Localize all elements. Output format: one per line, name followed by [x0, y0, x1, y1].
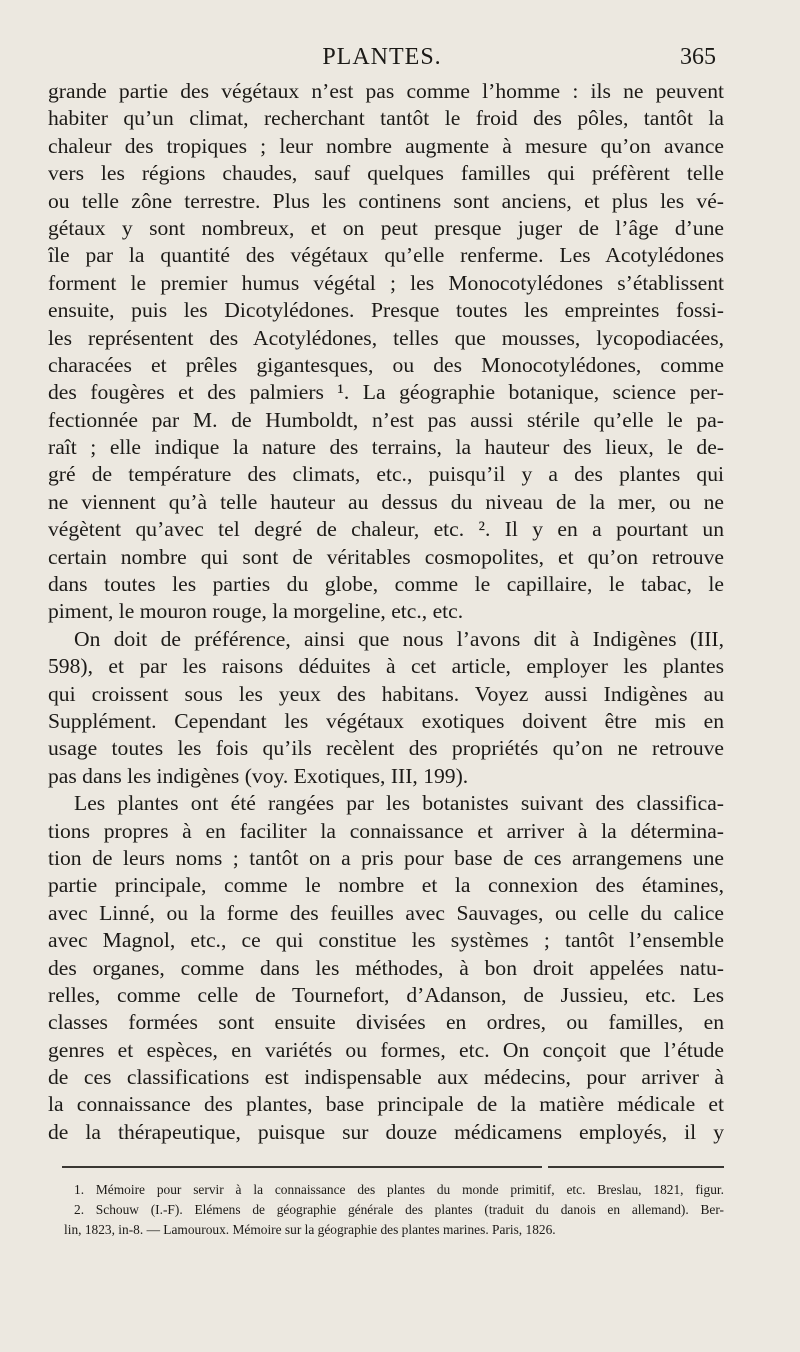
- text-line: On doit de préférence, ainsi que nous l’avons dit à Indigènes (III,: [74, 626, 724, 651]
- text-line: la connaissance des plantes, base principale de la matière médicale et: [48, 1092, 724, 1117]
- text-line: grande partie des végétaux n’est pas comme l’homme : ils ne peuvent: [48, 79, 724, 103]
- text-line: genres et espèces, en variétés ou formes, etc. On conçoit que l’étude: [48, 1037, 724, 1062]
- footnote-2-continued: lin, 1823, in-8. — Lamouroux. Mémoire sur la géographie des plantes marines. Paris, 1826.: [64, 1222, 556, 1237]
- text-line: des fougères et des palmiers ¹. La géographie botanique, science per-: [48, 380, 724, 405]
- text-line: de ces classifications est indispensable aux médecins, pour arriver à: [48, 1065, 724, 1090]
- text-line: habiter qu’un climat, recherchant tantôt le froid des pôles, tantôt la: [48, 106, 724, 131]
- text-line: qui croissent sous les yeux des habitans. Voyez aussi Indigènes au: [48, 681, 724, 706]
- text-line: des organes, comme dans les méthodes, à bon droit appelées natu-: [48, 955, 724, 980]
- running-title: PLANTES.: [322, 44, 442, 70]
- text-line: ou telle zône terrestre. Plus les continens sont anciens, et plus les vé-: [48, 188, 724, 213]
- footnote-2: 2. Schouw (I.-F). Elémens de géographie générale des plantes (traduit du danois en allemand). Ber-: [74, 1202, 724, 1217]
- text-line: avec Magnol, etc., ce qui constitue les systèmes ; tantôt l’ensemble: [48, 928, 724, 953]
- text-line: tions propres à en faciliter la connaissance et arriver à la détermina-: [48, 818, 724, 843]
- text-line: vers les régions chaudes, sauf quelques familles qui préfèrent telle: [48, 161, 724, 186]
- body-text: [48, 78, 724, 1146]
- text-line: classes formées sont ensuite divisées en ordres, ou familles, en: [48, 1010, 724, 1035]
- text-line: gétaux y sont nombreux, et on peut presque juger de l’âge d’une: [48, 215, 724, 240]
- text-line: tion de leurs noms ; tantôt on a pris pour base de ces arrangemens une: [48, 845, 724, 870]
- text-line: fectionnée par M. de Humboldt, n’est pas aussi stérile qu’elle le pa-: [48, 407, 724, 432]
- text-line: characées et prêles gigantesques, ou des Monocotylédones, comme: [48, 352, 724, 377]
- text-line: de la thérapeutique, puisque sur douze médicamens employés, il y: [48, 1119, 724, 1144]
- footnote-rule: [62, 1166, 542, 1168]
- text-line: ne viennent qu’à telle hauteur au dessus du niveau de la mer, ou ne: [48, 489, 724, 514]
- text-line: végètent qu’avec tel degré de chaleur, etc. ². Il y en a pourtant un: [48, 517, 724, 542]
- text-line: île par la quantité des végétaux qu’elle renferme. Les Acotylédones: [48, 243, 724, 268]
- text-line: raît ; elle indique la nature des terrains, la hauteur des lieux, le de-: [48, 435, 724, 460]
- text-line: partie principale, comme le nombre et la connexion des étamines,: [48, 873, 724, 898]
- page-number: 365: [680, 44, 716, 70]
- text-line: Supplément. Cependant les végétaux exotiques doivent être mis en: [48, 708, 724, 733]
- text-line: certain nombre qui sont de véritables cosmopolites, et qu’on retrouve: [48, 544, 724, 569]
- text-line: pas dans les indigènes (voy. Exotiques, III, 199).: [48, 763, 469, 788]
- footnotes: [64, 1180, 724, 1240]
- text-line: Les plantes ont été rangées par les botanistes suivant des classifica-: [74, 791, 724, 816]
- text-line: piment, le mouron rouge, la morgeline, etc., etc.: [48, 599, 464, 624]
- page-header: [48, 44, 716, 76]
- text-line: 598), et par les raisons déduites à cet article, employer les plantes: [48, 654, 724, 679]
- text-line: les représentent des Acotylédones, telles que mousses, lycopodiacées,: [48, 325, 724, 350]
- text-line: relles, comme celle de Tournefort, d’Adanson, de Jussieu, etc. Les: [48, 982, 724, 1007]
- footnote-1: 1. Mémoire pour servir à la connaissance des plantes du monde primitif, etc. Breslau, 1821, figur.: [74, 1182, 724, 1197]
- text-line: gré de température des climats, etc., puisqu’il y a des plantes qui: [48, 462, 724, 487]
- text-line: forment le premier humus végétal ; les Monocotylédones s’établissent: [48, 270, 724, 295]
- footnote-rule-short: [548, 1166, 724, 1168]
- text-line: ensuite, puis les Dicotylédones. Presque toutes les empreintes fossi-: [48, 298, 724, 323]
- text-line: usage toutes les fois qu’ils recèlent des propriétés qu’on ne retrouve: [48, 736, 724, 761]
- text-line: chaleur des tropiques ; leur nombre augmente à mesure qu’on avance: [48, 133, 724, 158]
- text-line: dans toutes les parties du globe, comme le capillaire, le tabac, le: [48, 572, 724, 597]
- text-line: avec Linné, ou la forme des feuilles avec Sauvages, ou celle du calice: [48, 900, 724, 925]
